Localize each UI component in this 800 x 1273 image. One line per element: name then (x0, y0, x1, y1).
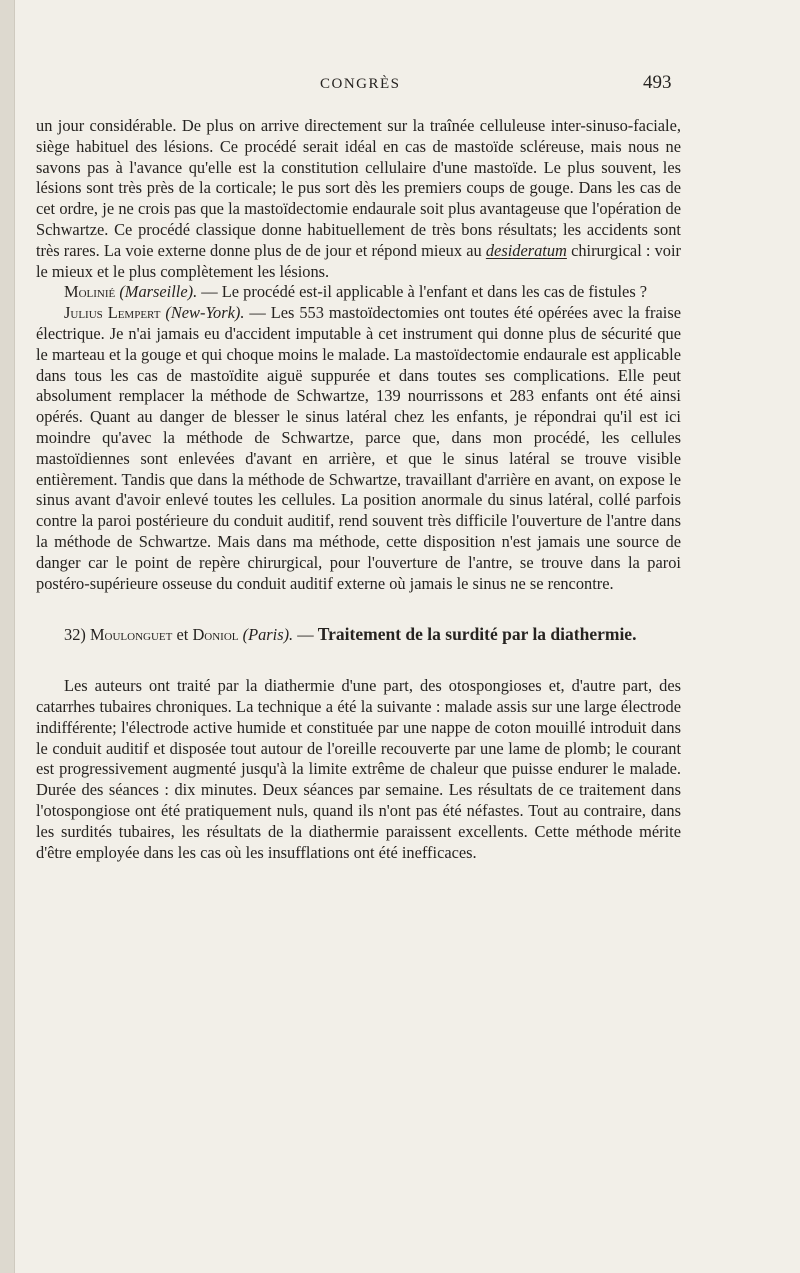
author-name: Moulonguet (89, 625, 173, 645)
page-header (15, 72, 800, 98)
author-place: (Paris). (242, 625, 294, 645)
author-conjunction: et (176, 625, 189, 645)
section-heading (36, 624, 681, 646)
paragraph-text: un jour considérable. De plus on arrive directement sur la traînée celluleuse inter-sinuso-faciale, siège habituel des lésions. Ce procédé serait idéal en cas de mastoïde scléreuse, mais nous ne savons pas à l'avance qu'elle est la constitution cellulaire d'une mastoïde. Le plus souvent, les lésions sont très près de la corticale; le pus sort dès les premiers coups de gouge. Dans les cas de cet ordre, je ne crois pas que la mastoïdectomie endaurale soit plus avantageuse que l'opération de Schwartze. Ce procédé classique donne habituellement de très bons résultats; les accidents sont très rares. La voie externe donne plus de de jour et répond mieux au (36, 116, 681, 260)
latin-term: desideratum (485, 240, 567, 260)
speaker-remark: — Le procédé est-il applicable à l'enfant et dans les cas de fistules ? (201, 282, 648, 302)
page-text (36, 116, 681, 863)
title-dash: — (297, 625, 314, 645)
running-title: CONGRÈS (320, 76, 401, 92)
paragraph-text-end: chirurgical : voir le mieux et le plus complètement les lésions. (36, 240, 681, 281)
speaker-place: (New-York). (165, 303, 245, 323)
discussion-molinie (36, 282, 681, 303)
speaker-name: Julius Lempert (64, 303, 161, 323)
page-number: 493 (643, 72, 672, 93)
discussion-lempert (36, 303, 681, 594)
author-name: Doniol (192, 625, 239, 645)
section-number: 32) (64, 625, 86, 645)
paragraph-continuation (36, 116, 681, 282)
speaker-place: (Marseille). (119, 282, 198, 302)
speaker-remark: — Les 553 mastoïdectomies ont toutes été opérées avec la fraise électrique. Je n'ai jamais eu d'accident imputable à cet instrument qui donne plus de sécurité que le marteau et la gouge et qui choque moins le malade. La mastoïdectomie endaurale est applicable dans tous les cas de mastoïdite aiguë suppurée et dans toutes ses complications. Elle peut absolument remplacer la méthode de Schwartze, 139 nourrissons et 283 enfants ont été ainsi opérés. Quant au danger de blesser le sinus latéral chez les enfants, je répondrai qu'il est ici moindre qu'avec la méthode de Schwartze, parce que, dans mon procédé, les cellules mastoïdiennes sont enlevées d'avant en arrière, et que le sinus latéral se trouve visible entièrement. Tandis que dans la méthode de Schwartze, travaillant d'arrière en avant, on expose le sinus avant d'avoir enlevé toutes les cellules. La position anormale du sinus latéral, collé parfois contre la paroi postérieure du conduit auditif, rend souvent très difficile l'ouverture de l'antre dans la méthode de Schwartze. Mais dans ma méthode, cette disposition n'est jamais une source de danger car le point de repère chirurgical, pour l'ouverture de l'antre, se trouve dans la paroi postéro-supérieure osseuse du conduit auditif externe où jamais le sinus ne se rencontre. (36, 303, 681, 593)
section-title: Traitement de la surdité par la diathermie. (317, 624, 637, 645)
speaker-name: Molinié (64, 282, 116, 302)
book-page (14, 0, 800, 1273)
abstract-paragraph: Les auteurs ont traité par la diathermie d'une part, des otospongioses et, d'autre part, des catarrhes tubaires chroniques. La technique a été la suivante : malade assis sur une large électrode indifférente; l'électrode active humide et constituée par une nappe de coton mouillé introduit dans le conduit auditif et disposée tout autour de l'oreille recouverte par une lame de plomb; le courant est progressivement augmenté jusqu'à la limite extrême de chaleur que puisse endurer le malade. Durée des séances : dix minutes. Deux séances par semaine. Les résultats de ce traitement dans l'otospongiose ont été pratiquement nuls, quand ils n'ont pas été néfastes. Tout au contraire, dans les surdités tubaires, les résultats de la diathermie paraissent excellents. Cette méthode mérite d'être employée dans les cas où les insufflations ont été inefficaces. (36, 676, 681, 862)
